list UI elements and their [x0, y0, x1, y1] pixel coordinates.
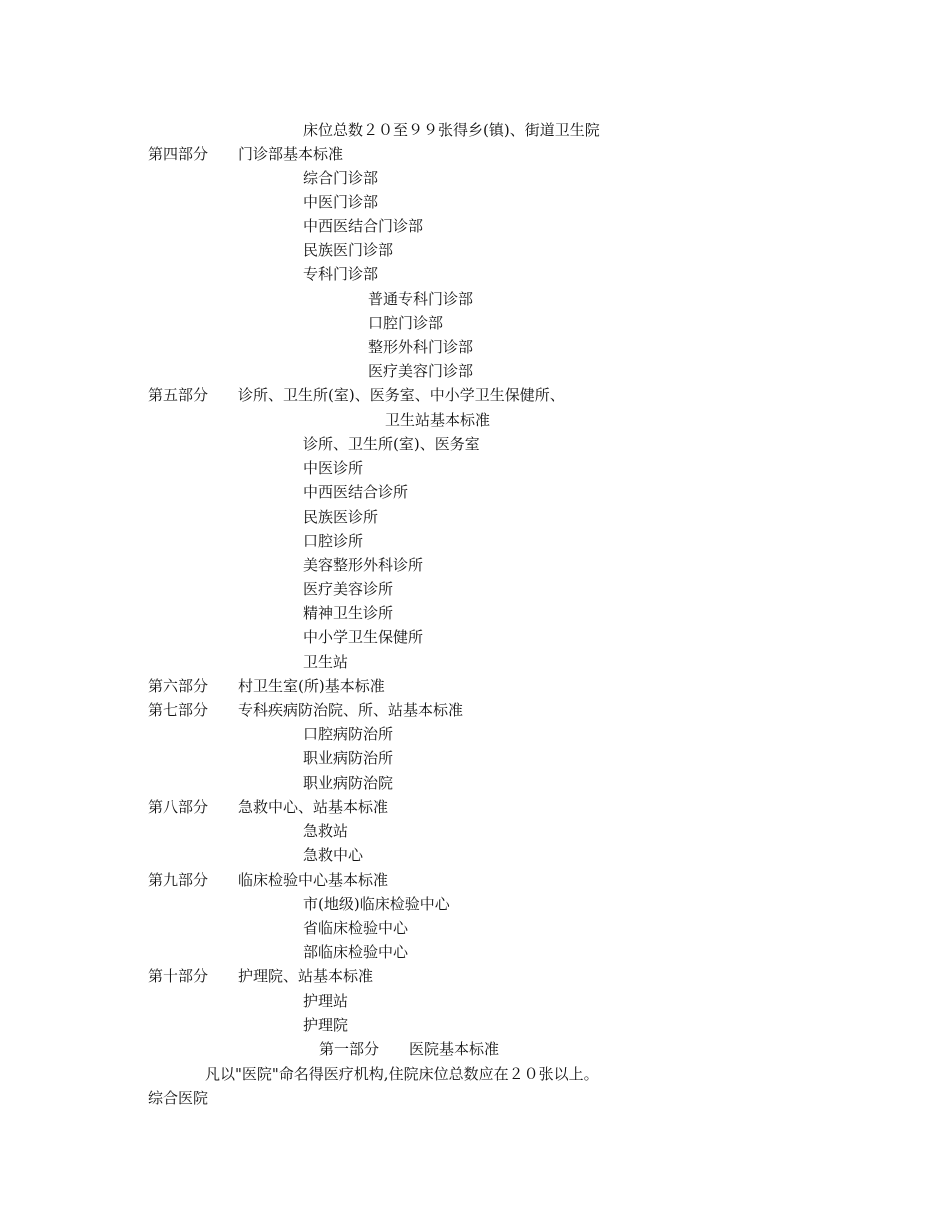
toc-item: 职业病防治所	[303, 749, 394, 767]
part-number: 第六部分	[148, 677, 209, 695]
toc-item: 综合门诊部	[303, 169, 379, 187]
part-number: 第十部分	[148, 967, 209, 985]
toc-continued-item: 床位总数２０至９９张得乡(镇)、街道卫生院	[303, 121, 600, 139]
toc-part-7	[148, 698, 463, 722]
part-title: 护理院、站基本标准	[238, 967, 374, 985]
toc-item: 护理院	[303, 1016, 349, 1034]
toc-item: 民族医诊所	[303, 508, 379, 526]
toc-part-6	[148, 674, 385, 698]
part-title: 诊所、卫生所(室)、医务室、中小学卫生保健所、	[238, 386, 565, 404]
toc-part-9	[148, 868, 388, 892]
section-heading	[319, 1037, 499, 1061]
toc-sub-item: 整形外科门诊部	[368, 338, 474, 356]
toc-item: 卫生站	[303, 653, 349, 671]
toc-sub-item: 普通专科门诊部	[368, 290, 474, 308]
toc-part-5	[148, 383, 565, 407]
toc-item: 职业病防治院	[303, 774, 394, 792]
toc-item: 中小学卫生保健所	[303, 628, 424, 646]
part-title-continued: 卫生站基本标准	[385, 411, 491, 429]
toc-sub-item: 口腔门诊部	[368, 314, 444, 332]
toc-item: 美容整形外科诊所	[303, 556, 424, 574]
part-title: 急救中心、站基本标准	[238, 798, 389, 816]
toc-item: 精神卫生诊所	[303, 604, 394, 622]
toc-item: 口腔诊所	[303, 532, 364, 550]
toc-part-8	[148, 795, 388, 819]
toc-item: 医疗美容诊所	[303, 580, 394, 598]
part-number: 第八部分	[148, 798, 209, 816]
section-title: 医院基本标准	[409, 1040, 500, 1058]
toc-item: 口腔病防治所	[303, 725, 394, 743]
part-title: 村卫生室(所)基本标准	[238, 677, 385, 695]
part-number: 第九部分	[148, 871, 209, 889]
subheading: 综合医院	[148, 1089, 209, 1107]
part-number: 第四部分	[148, 145, 209, 163]
toc-item: 省临床检验中心	[303, 919, 409, 937]
section-paragraph: 凡以"医院"命名得医疗机构,住院床位总数应在２０张以上。	[205, 1065, 599, 1083]
toc-item: 中西医结合门诊部	[303, 217, 424, 235]
toc-sub-item: 医疗美容门诊部	[368, 362, 474, 380]
toc-item: 中医门诊部	[303, 193, 379, 211]
part-title: 专科疾病防治院、所、站基本标准	[238, 701, 464, 719]
toc-item: 急救中心	[303, 846, 364, 864]
part-title: 临床检验中心基本标准	[238, 871, 389, 889]
toc-item: 中西医结合诊所	[303, 483, 409, 501]
part-title: 门诊部基本标准	[238, 145, 344, 163]
section-number: 第一部分	[319, 1040, 380, 1058]
toc-item: 中医诊所	[303, 459, 364, 477]
part-number: 第七部分	[148, 701, 209, 719]
toc-item: 部临床检验中心	[303, 943, 409, 961]
toc-part-10	[148, 964, 373, 988]
toc-item: 民族医门诊部	[303, 241, 394, 259]
toc-item: 市(地级)临床检验中心	[303, 895, 450, 913]
toc-item: 护理站	[303, 992, 349, 1010]
toc-item: 急救站	[303, 822, 349, 840]
toc-part-4	[148, 142, 343, 166]
toc-item: 专科门诊部	[303, 265, 379, 283]
toc-item: 诊所、卫生所(室)、医务室	[303, 435, 480, 453]
part-number: 第五部分	[148, 386, 209, 404]
